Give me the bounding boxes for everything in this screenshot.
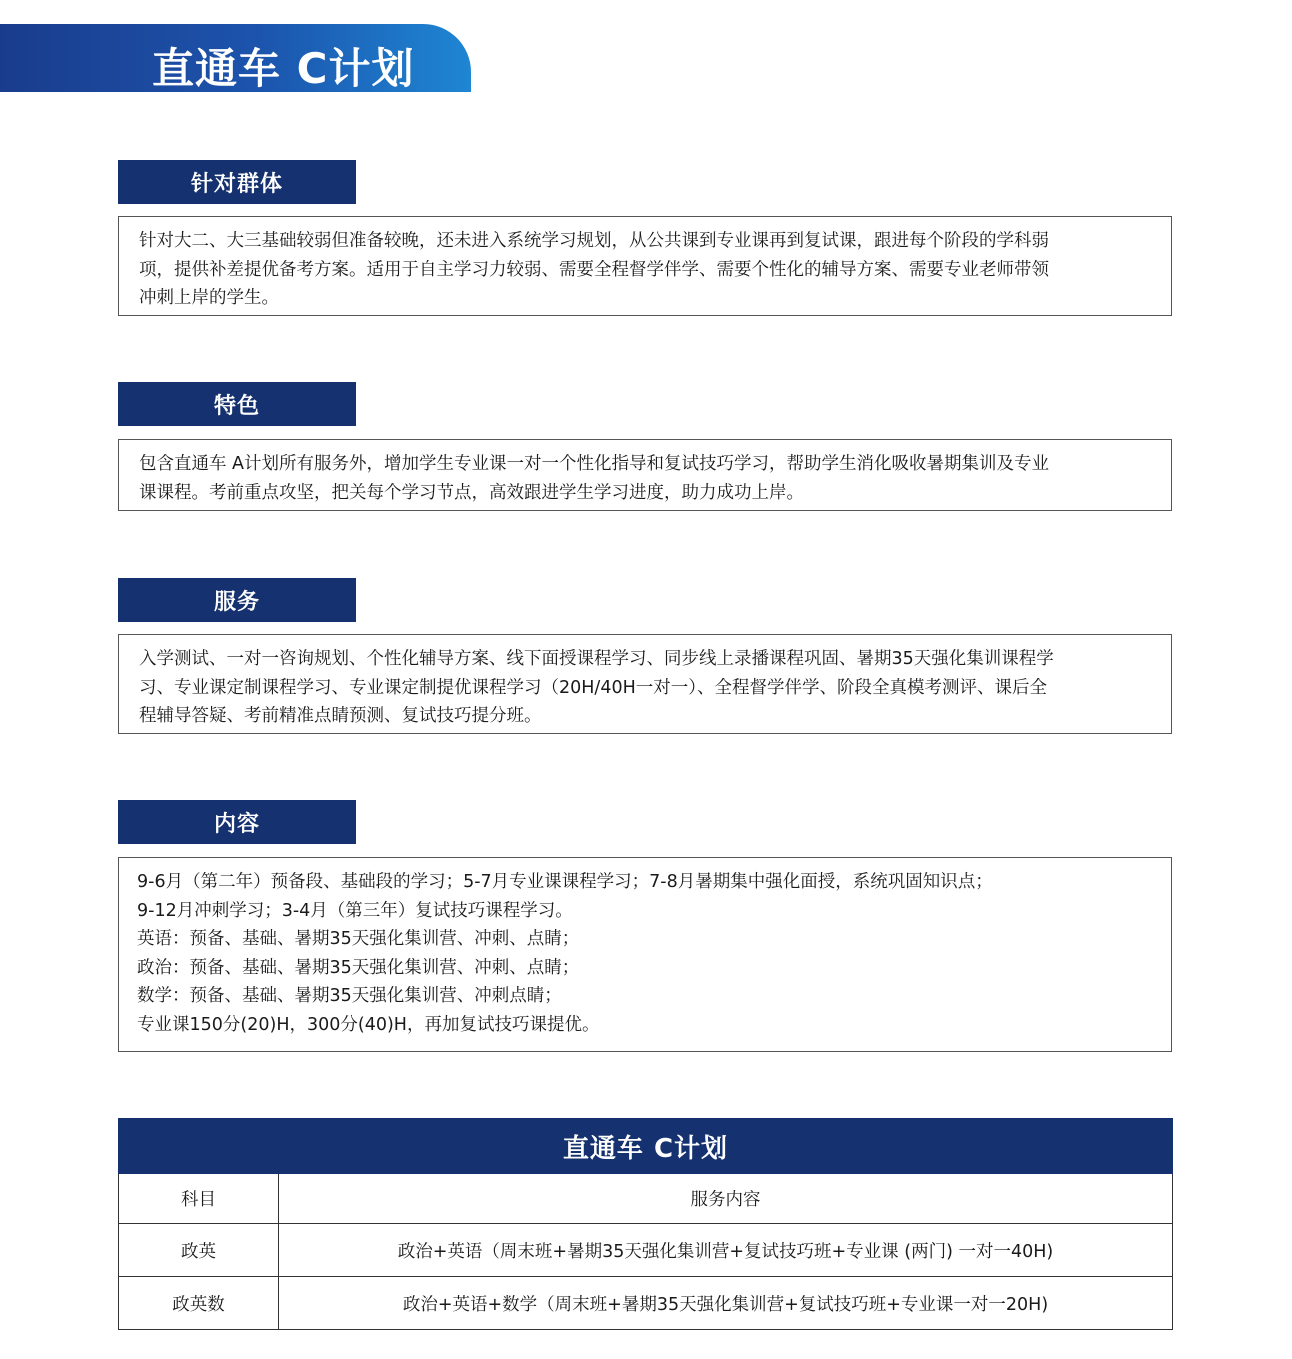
table-header-row (119, 1174, 1173, 1224)
text-line: 项，提供补差提优备考方案。适用于自主学习力较弱、需要全程督学伴学、需要个性化的辅导方案、需要专业老师带领 (139, 259, 1049, 280)
text-line: 针对大二、大三基础较弱但准备较晚，还未进入系统学习规划，从公共课到专业课再到复试课，跟进每个阶段的学科弱 (139, 231, 1049, 251)
section-box-features (118, 439, 1172, 511)
text-line: 政治：预备、基础、暑期35天强化集训营、冲刺、点睛； (137, 957, 580, 978)
text-line: 包含直通车 A计划所有服务外，增加学生专业课一对一个性化指导和复试技巧学习，帮助学生消化吸收暑期集训及专业 (139, 454, 1050, 474)
table-row (119, 1224, 1173, 1277)
section-box-contents (118, 857, 1172, 1052)
text-line: 英语：预备、基础、暑期35天强化集训营、冲刺、点睛； (137, 929, 580, 949)
top-banner (0, 24, 471, 92)
plan-table (118, 1118, 1173, 1330)
section-box-target-group (118, 216, 1172, 316)
cell-content: 政治+英语+数学（周末班+暑期35天强化集训营+复试技巧班+专业课一对一20H) (279, 1277, 1173, 1330)
text-line: 9-6月（第二年）预备段、基础段的学习；5-7月专业课课程学习；7-8月暑期集中强化面授，系统巩固知识点； (137, 872, 993, 892)
table-row (119, 1277, 1173, 1330)
text-line: 冲刺上岸的学生。 (139, 288, 279, 308)
cell-content: 政治+英语（周末班+暑期35天强化集训营+复试技巧班+专业课 (两门) 一对一40H) (279, 1224, 1173, 1277)
cell-subject: 政英数 (119, 1277, 279, 1330)
text-line: 入学测试、一对一咨询规划、个性化辅导方案、线下面授课程学习、同步线上录播课程巩固、暑期35天强化集训课程学 (139, 649, 1054, 669)
table-title: 直通车 C计划 (119, 1119, 1173, 1174)
text-line: 专业课150分(20)H，300分(40)H，再加复试技巧课提优。 (137, 1014, 600, 1035)
text-line: 课课程。考前重点攻坚，把关每个学习节点，高效跟进学生学习进度，助力成功上岸。 (139, 482, 804, 503)
section-label-services: 服务 (118, 578, 356, 622)
section-box-services (118, 634, 1172, 734)
section-label-contents: 内容 (118, 800, 356, 844)
column-header-subject: 科目 (119, 1174, 279, 1224)
text-line: 9-12月冲刺学习；3-4月（第三年）复试技巧课程学习。 (137, 900, 573, 921)
text-line: 程辅导答疑、考前精准点睛预测、复试技巧提分班。 (139, 706, 542, 726)
section-label-features: 特色 (118, 382, 356, 426)
cell-subject: 政英 (119, 1224, 279, 1277)
section-label-target-group: 针对群体 (118, 160, 356, 204)
column-header-service-content: 服务内容 (279, 1174, 1173, 1224)
text-line: 习、专业课定制课程学习、专业课定制提优课程学习（20H/40H一对一）、全程督学伴学、阶段全真模考测评、课后全 (139, 677, 1047, 698)
text-line: 数学：预备、基础、暑期35天强化集训营、冲刺点睛； (137, 986, 562, 1006)
page-title: 直通车 C计划 (152, 44, 415, 93)
